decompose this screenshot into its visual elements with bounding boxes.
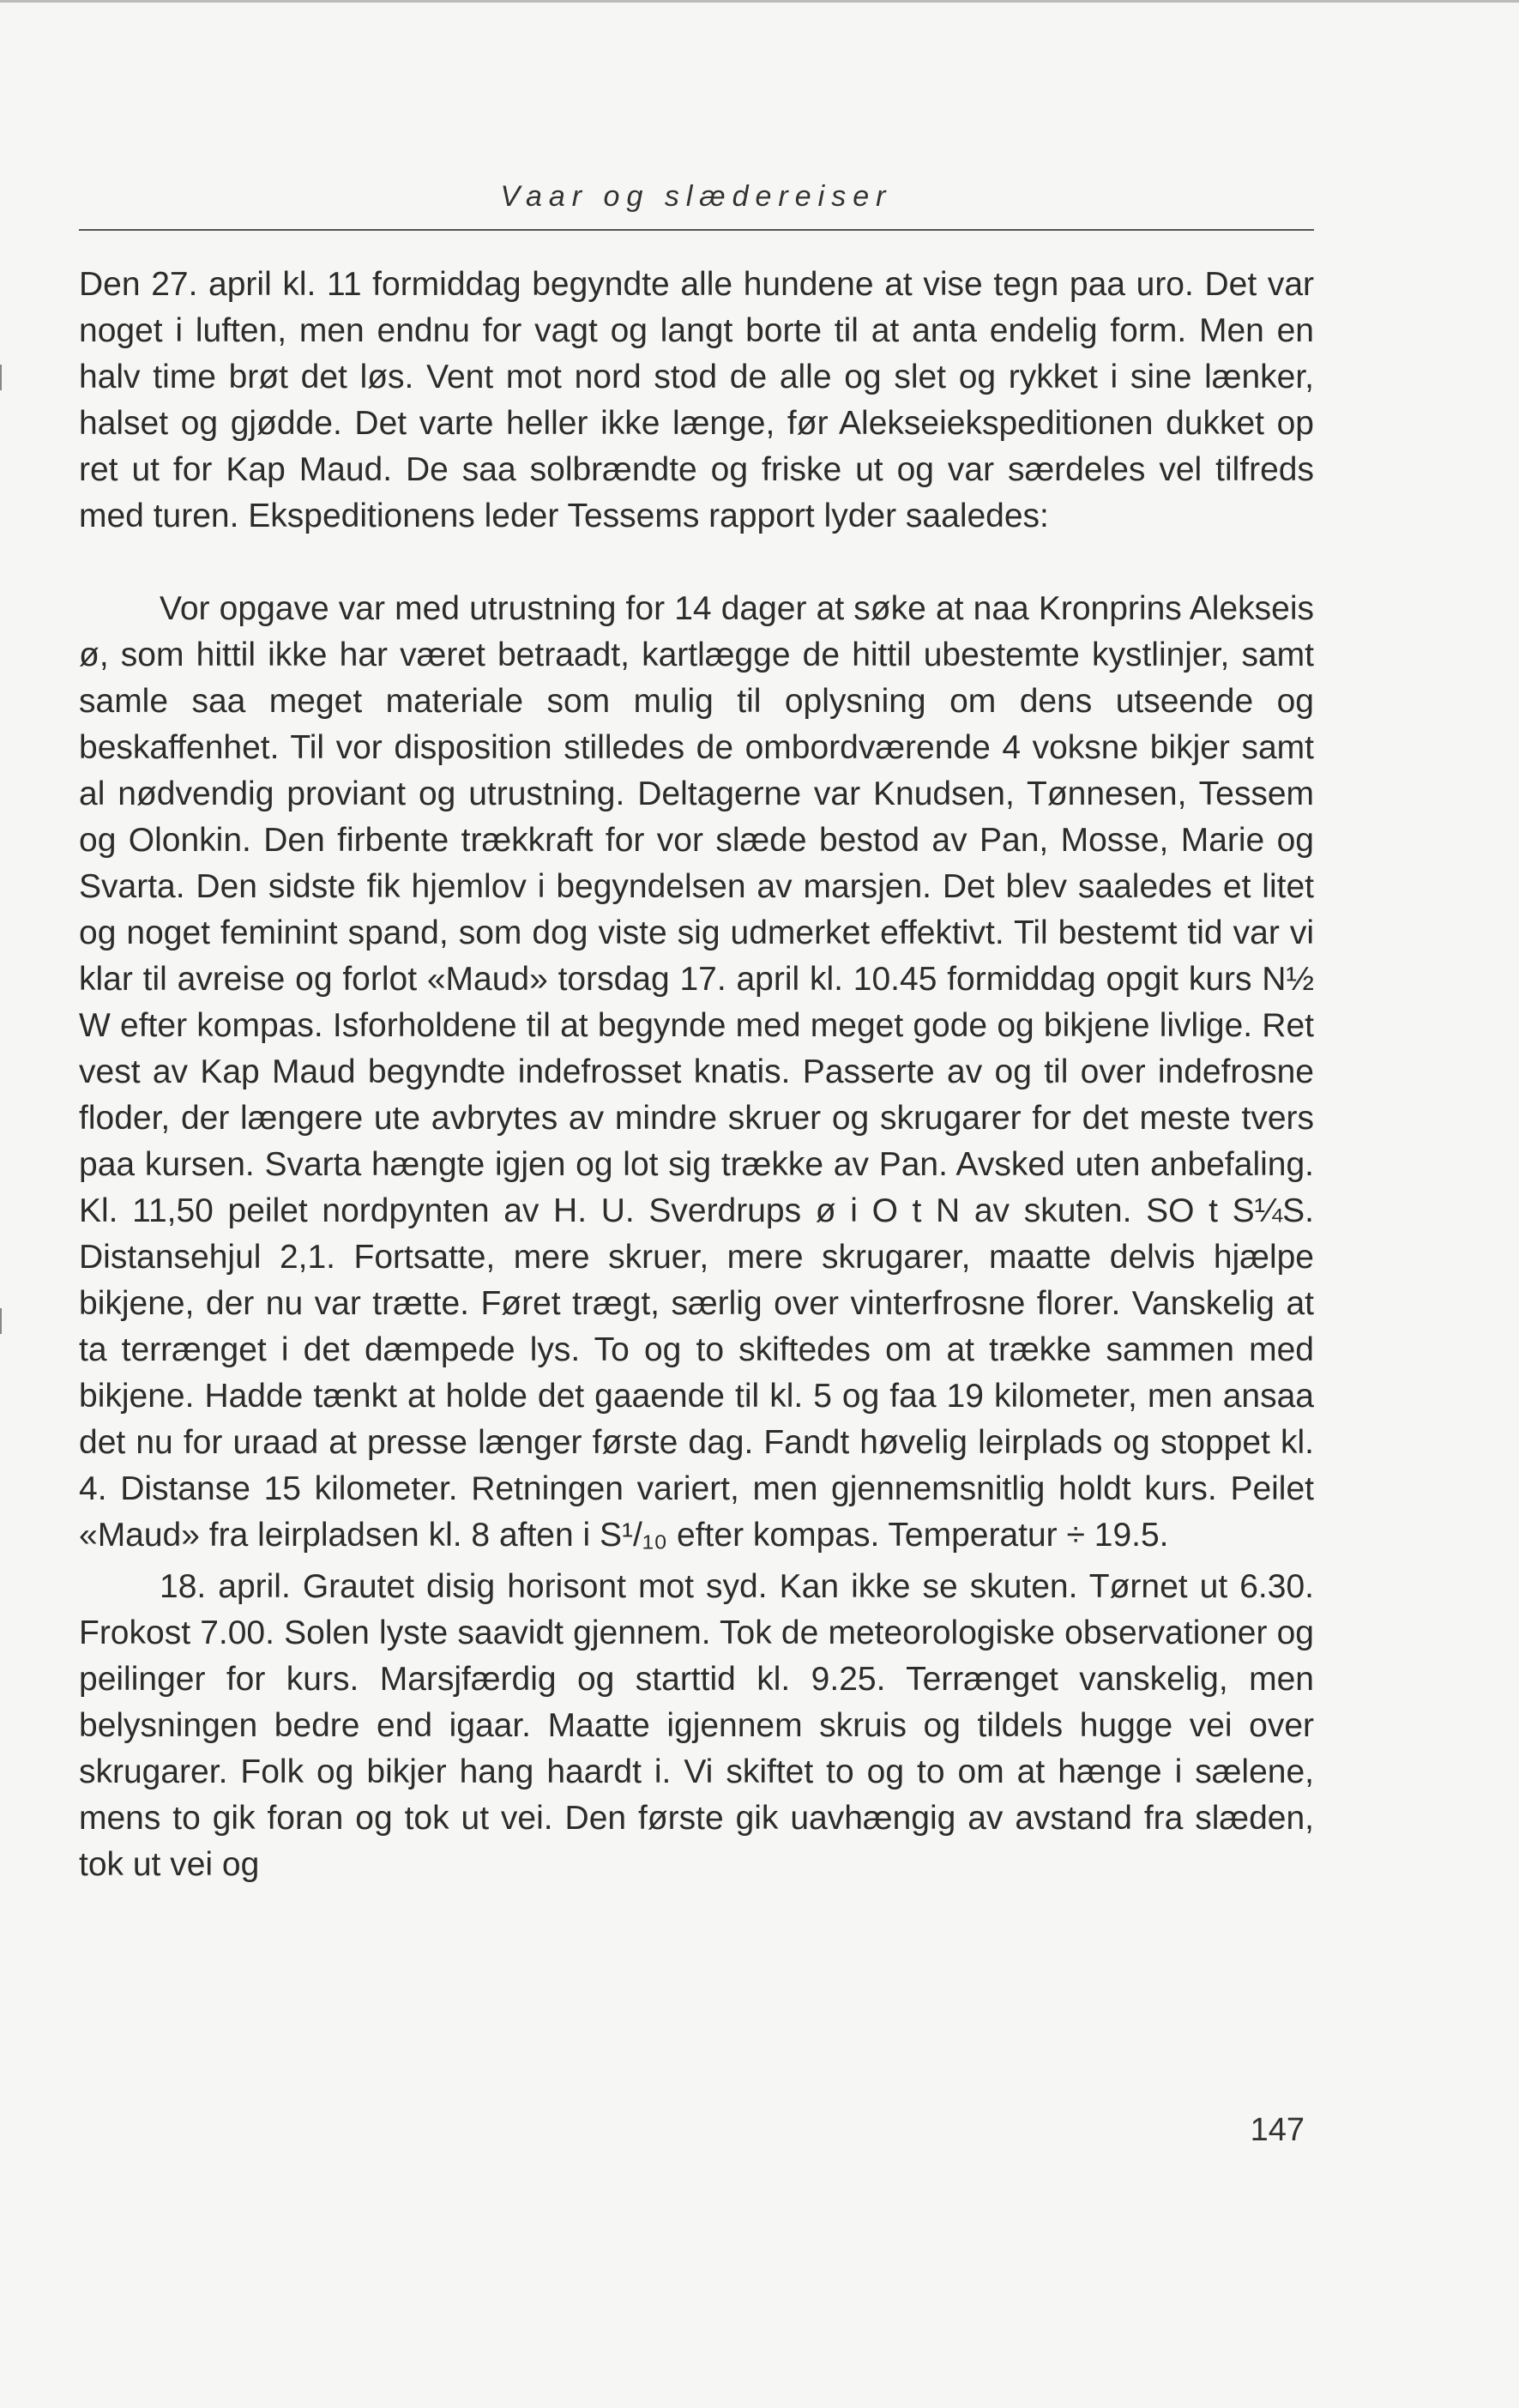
running-head: Vaar og slædereiser [500, 180, 893, 213]
scan-mark [0, 365, 2, 390]
body-text [79, 262, 1314, 1888]
scan-edge [0, 0, 1519, 3]
paragraph-gap [79, 540, 1314, 586]
scan-mark [0, 1308, 2, 1334]
paragraph-report: Vor opgave var med utrustning for 14 dager at søke at naa Kronprins Alekseis ø, som hittil ikke har været betraadt, kartlægge de hittil ubestemte kystlinjer, samt samle saa meget materiale som mulig til oplysning om dens utseende og beskaffenhet. Til vor disposition stilledes de ombordværende 4 voksne bikjer samt al nødvendig proviant og utrustning. Deltagerne var Knudsen, Tønnesen, Tessem og Olonkin. Den firbente trækkraft for vor slæde bestod av Pan, Mosse, Marie og Svarta. Den sidste fik hjemlov i begyndelsen av marsjen. Det blev saaledes et litet og noget feminint spand, som dog viste sig udmerket effektivt. Til bestemt tid var vi klar til avreise og forlot «Maud» torsdag 17. april kl. 10.45 formiddag opgit kurs N½ W efter kompas. Isforholdene til at begynde med meget gode og bikjene livlige. Ret vest av Kap Maud begyndte indefrosset knatis. Passerte av og til over indefrosne floder, der længere ute avbrytes av mindre skruer og skrugarer for det meste tvers paa kursen. Svarta hængte igjen og lot sig trække av Pan. Avsked uten anbefaling. Kl. 11,50 peilet nordpynten av H. U. Sverdrups ø i O t N av skuten. SO t S¼S. Distansehjul 2,1. Fortsatte, mere skruer, mere skrugarer, maatte delvis hjælpe bikjene, der nu var trætte. Føret trægt, særlig over vinterfrosne florer. Vanskelig at ta terrænget i det dæmpede lys. To og to skiftedes om at trække sammen med bikjene. Hadde tænkt at holde det gaaende til kl. 5 og faa 19 kilometer, men ansaa det nu for uraad at presse længer første dag. Fandt høvelig leirplads og stoppet kl. 4. Distanse 15 kilometer. Retningen variert, men gjennemsnitlig holdt kurs. Peilet «Maud» fra leirpladsen kl. 8 aften i S¹/₁₀ efter kompas. Temperatur ÷ 19.5. [79, 590, 1314, 1554]
page-number: 147 [1250, 2112, 1305, 2148]
paragraph-intro: Den 27. april kl. 11 formiddag begyndte alle hundene at vise tegn paa uro. Det var noget i luften, men endnu for vagt og langt borte til at anta endelig form. Men en halv time brøt det løs. Vent mot nord stod de alle og slet og rykket i sine lænker, halset og gjødde. Det varte heller ikke længe, før Alekseiekspeditionen dukket op ret ut for Kap Maud. De saa solbrændte og friske ut og var særdeles vel tilfreds med turen. Ekspeditionens leder Tessems rapport lyder saaledes: [79, 266, 1314, 534]
header-rule [79, 229, 1314, 231]
paragraph-april-18: 18. april. Grautet disig horisont mot syd. Kan ikke se skuten. Tørnet ut 6.30. Frokost 7.00. Solen lyste saavidt gjennem. Tok de meteorologiske observationer og peilinger for kurs. Marsjfærdig og starttid kl. 9.25. Terrænget vanskelig, men belysningen bedre end igaar. Maatte igjennem skruis og tildels hugge vei over skrugarer. Folk og bikjer hang haardt i. Vi skiftet to og to om at hænge i sælene, mens to gik foran og tok ut vei. Den første gik uavhængig av avstand fra slæden, tok ut vei og [79, 1568, 1314, 1883]
